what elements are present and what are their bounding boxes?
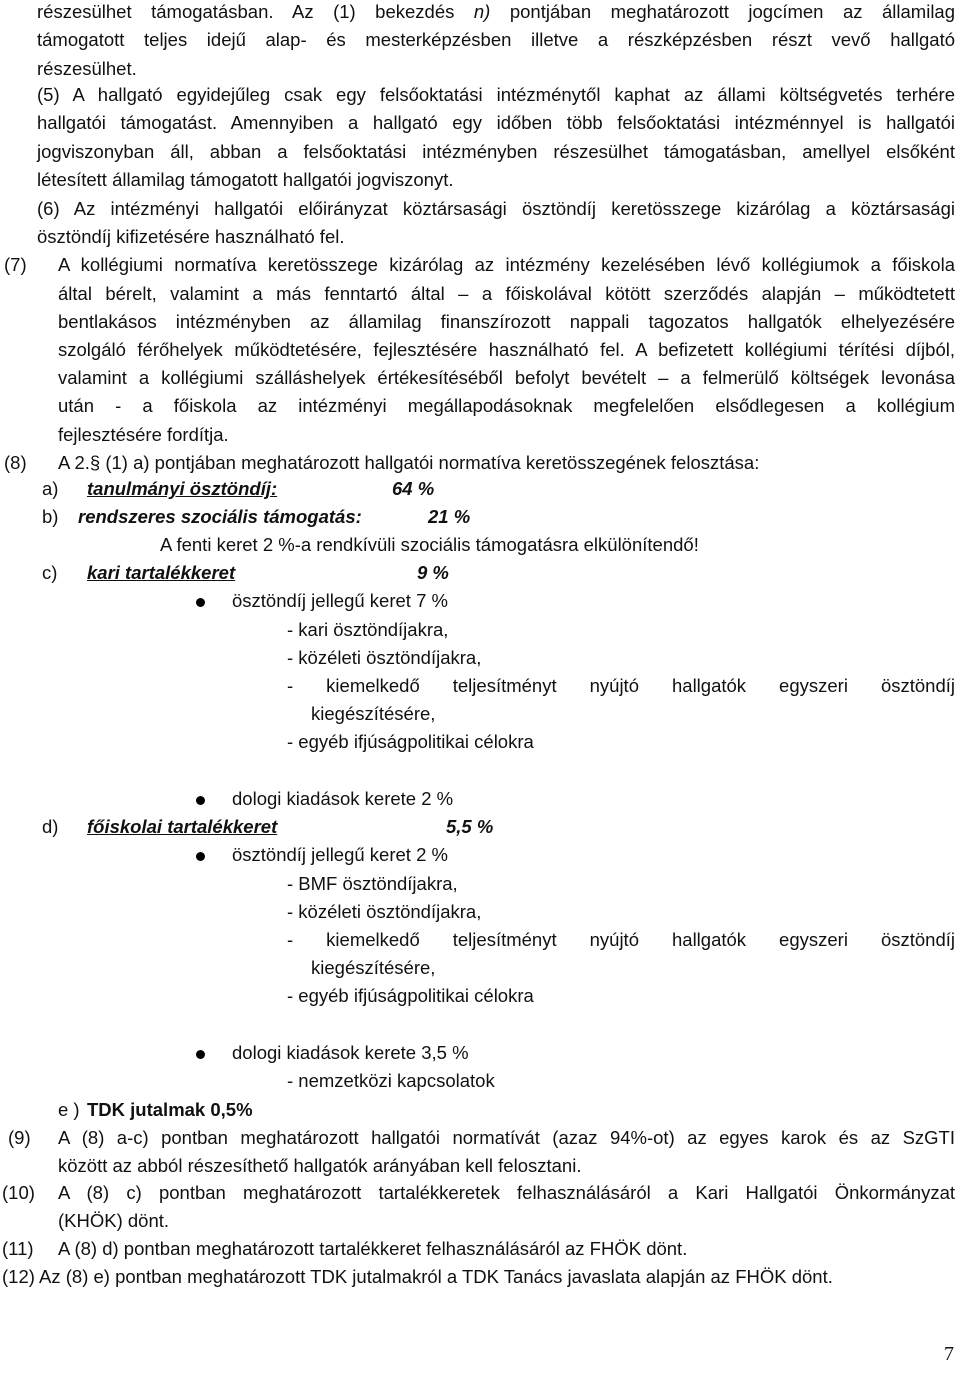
paragraph-9-line: A (8) a-c) pontban meghatározott hallgatói normatívát (azaz 94%-ot) az egyes karok és az SzGTI <box>58 1127 955 1148</box>
page-number: 7 <box>944 1343 954 1365</box>
item-c-bullet-2: dologi kiadások kerete 2 % <box>232 788 454 809</box>
paragraph-10-line: (KHÖK) dönt. <box>58 1210 170 1231</box>
item-d-percent: 5,5 % <box>446 816 494 837</box>
paragraph-5-line: jogviszonyban áll, abban a felsőoktatási intézményben részesülhet támogatásban, amellyel elsőként <box>37 141 955 162</box>
item-c-sub-4: - egyéb ifjúságpolitikai célokra <box>287 731 534 752</box>
item-c-bullet-1: ösztöndíj jellegű keret 7 % <box>232 590 448 611</box>
paragraph-7-line: A kollégiumi normatíva keretösszege kizárólag az intézmény kezelésében lévő kollégiumok a főiskola <box>58 254 955 275</box>
paragraph-6-line: (6) Az intézményi hallgatói előirányzat köztársasági ösztöndíj keretösszege kizárólag a köztársasági <box>37 198 955 219</box>
paragraph-7-line: valamint a kollégiumi szálláshelyek értékesítéséből befolyt bevételt – a felmerülő költségek levonása <box>58 367 955 388</box>
item-d-sub-4: - egyéb ifjúságpolitikai célokra <box>287 985 534 1006</box>
item-a-percent: 64 % <box>392 478 435 499</box>
paragraph-9-line: között az abból részesíthető hallgatók arányában kell felosztani. <box>58 1155 582 1176</box>
text-line: támogatott teljes idejű alap- és mesterképzésben illetve a részképzésben részt vevő hallgató <box>37 29 955 50</box>
bullet-icon <box>196 1050 205 1059</box>
item-d-name: főiskolai tartalékkeret <box>87 816 278 837</box>
paragraph-8-line: A 2.§ (1) a) pontjában meghatározott hallgatói normatíva keretösszegének felosztása: <box>58 452 760 473</box>
item-c-sub-3: - kiemelkedő teljesítményt nyújtó hallgatók egyszeri ösztöndíj <box>287 675 955 696</box>
item-b-note: A fenti keret 2 %-a rendkívüli szociális támogatásra elkülönítendő! <box>160 534 699 555</box>
paragraph-6-line: ösztöndíj kifizetésére használható fel. <box>37 226 345 247</box>
item-d-sub-3: - kiemelkedő teljesítményt nyújtó hallgatók egyszeri ösztöndíj <box>287 929 955 950</box>
item-c-percent: 9 % <box>417 562 449 583</box>
item-d-sub-5: - nemzetközi kapcsolatok <box>287 1070 495 1091</box>
bullet-icon <box>196 796 205 805</box>
paragraph-5-line: hallgatói támogatást. Amennyiben a hallgató egy időben több felsőoktatási intézménnyel is hallgatói <box>37 112 955 133</box>
paragraph-5-line: (5) A hallgató egyidejűleg csak egy felsőoktatási intézménytől kaphat az állami költségvetés terhére <box>37 84 955 105</box>
item-c-sub-1: - kari ösztöndíjakra, <box>287 619 449 640</box>
item-c-label: c) <box>42 562 58 583</box>
item-b-label: b) <box>42 506 59 527</box>
item-c-name: kari tartalékkeret <box>87 562 236 583</box>
bullet-icon <box>196 852 205 861</box>
paragraph-11-number: (11) <box>2 1238 34 1259</box>
paragraph-7-line: után - a főiskola az intézményi megállapodásoknak megfelelően elsődlegesen a kollégium <box>58 395 955 416</box>
item-e-name: TDK jutalmak 0,5% <box>87 1099 253 1120</box>
paragraph-5-line: létesített államilag támogatott hallgatói jogviszonyt. <box>37 169 454 190</box>
item-e-label: e ) <box>58 1099 80 1120</box>
item-c-sub-2: - közéleti ösztöndíjakra, <box>287 647 482 668</box>
item-a-label: a) <box>42 478 59 499</box>
bullet-icon <box>196 598 205 607</box>
text-line: részesülhet támogatásban. Az (1) bekezdés n) pontjában meghatározott jogcímen az államilag <box>37 1 956 22</box>
item-a-name: tanulmányi ösztöndíj: <box>87 478 278 499</box>
item-c-sub-3-cont: kiegészítésére, <box>311 703 436 724</box>
item-b-name: rendszeres szociális támogatás: <box>78 506 362 527</box>
item-d-bullet-1: ösztöndíj jellegű keret 2 % <box>232 844 448 865</box>
paragraph-7-line: szolgáló férőhelyek működtetésére, fejlesztésére használható fel. A befizetett kollégiumi térítési díjból, <box>58 339 955 360</box>
item-d-sub-1: - BMF ösztöndíjakra, <box>287 873 458 894</box>
paragraph-9-number: (9) <box>8 1127 31 1148</box>
paragraph-7-line: bentlakásos intézményben az államilag finanszírozott nappali tagozatos hallgatók elhelyezésére <box>58 311 955 332</box>
item-d-bullet-2: dologi kiadások kerete 3,5 % <box>232 1042 469 1063</box>
item-b-percent: 21 % <box>428 506 471 527</box>
paragraph-8-number: (8) <box>4 452 27 473</box>
paragraph-7-number: (7) <box>4 254 27 275</box>
item-d-sub-3-cont: kiegészítésére, <box>311 957 436 978</box>
paragraph-10-number: (10) <box>2 1182 35 1203</box>
paragraph-10-line: A (8) c) pontban meghatározott tartalékkeretek felhasználásáról a Kari Hallgatói Önkormányzat <box>58 1182 955 1203</box>
item-d-sub-2: - közéleti ösztöndíjakra, <box>287 901 482 922</box>
item-d-label: d) <box>42 816 59 837</box>
paragraph-7-line: fejlesztésére fordítja. <box>58 424 229 445</box>
paragraph-7-line: által bérelt, valamint a más fenntartó által – a főiskolával kötött szerződés alapján – működtetett <box>58 283 955 304</box>
paragraph-12-line: (12) Az (8) e) pontban meghatározott TDK jutalmakról a TDK Tanács javaslata alapján az FHÖK dönt. <box>2 1266 833 1287</box>
text-line: részesülhet. <box>37 58 137 79</box>
paragraph-11-line: A (8) d) pontban meghatározott tartalékkeret felhasználásáról az FHÖK dönt. <box>58 1238 688 1259</box>
